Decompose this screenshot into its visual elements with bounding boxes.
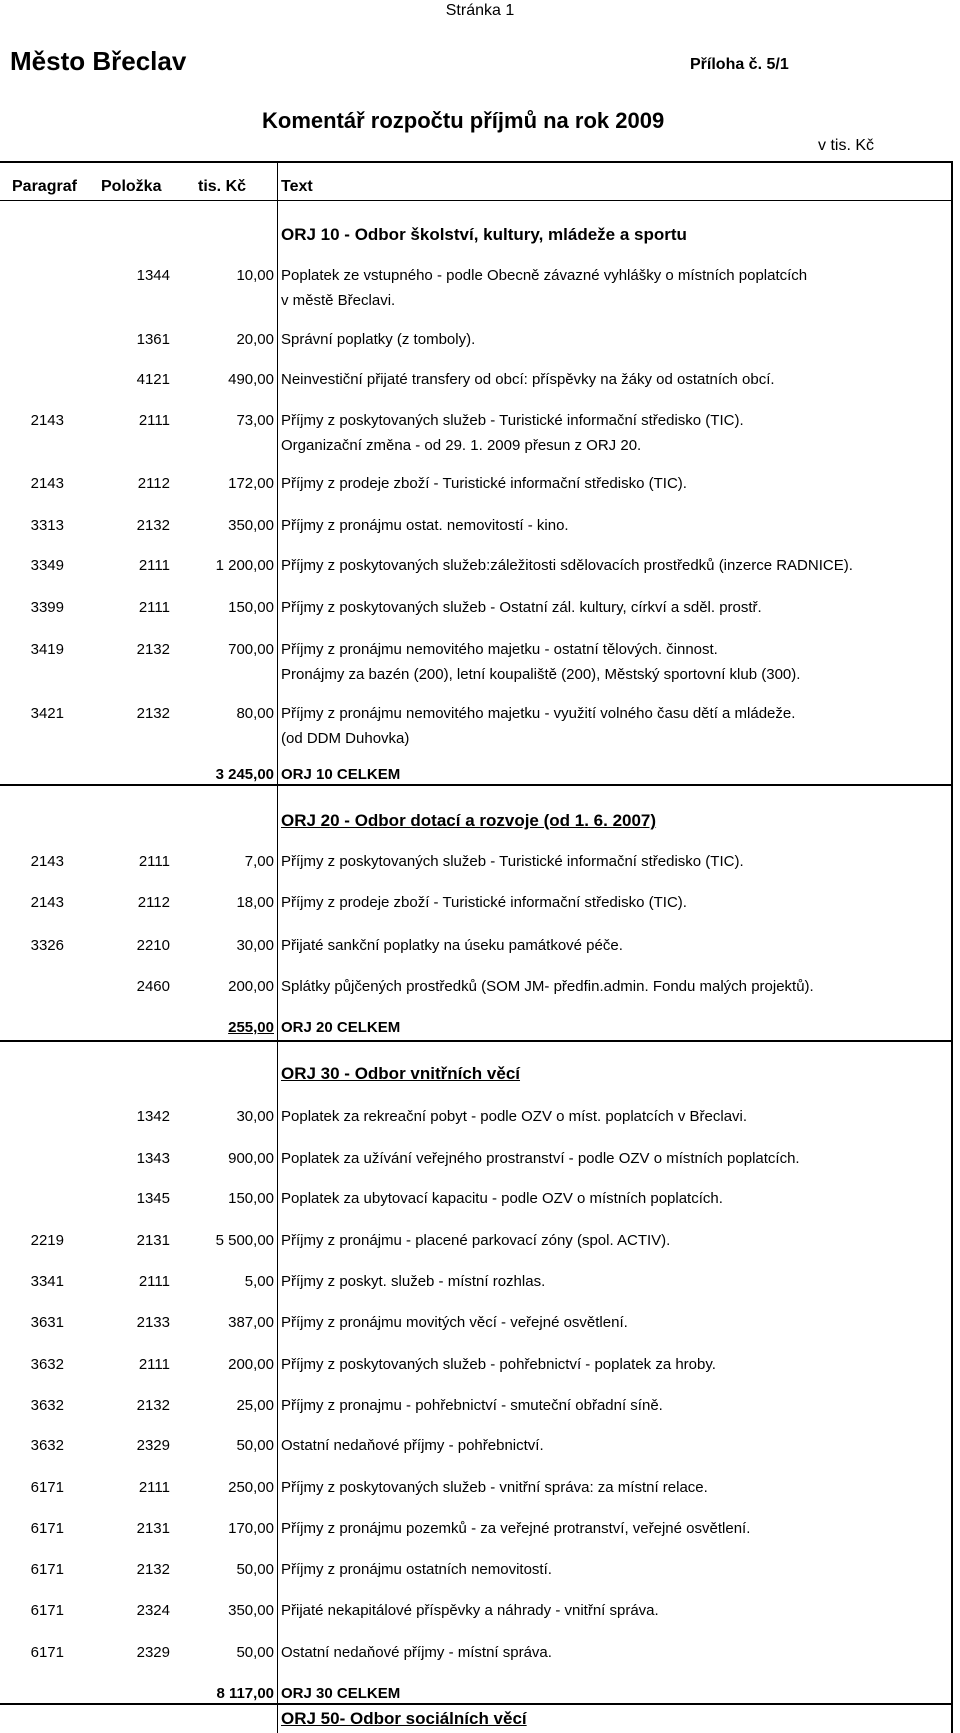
text-cell: Poplatek za ubytovací kapacitu - podle OZV o místních poplatcích. xyxy=(281,1190,723,1207)
polozka-cell: 2132 xyxy=(136,705,170,722)
amount-cell: 73,00 xyxy=(236,412,274,429)
text-cell: Příjmy z pronájmu nemovitého majetku - ostatní tělových. činnost. xyxy=(281,641,718,658)
table-top-border xyxy=(0,161,952,163)
paragraf-cell: 3632 xyxy=(30,1356,64,1373)
text-cell: Poplatek za užívání veřejného prostranství - podle OZV o místních poplatcích. xyxy=(281,1150,800,1167)
table-row xyxy=(0,1273,960,1313)
text-cell: Přijaté sankční poplatky na úseku památkové péče. xyxy=(281,937,623,954)
paragraf-cell: 6171 xyxy=(30,1479,64,1496)
polozka-cell: 2133 xyxy=(136,1314,170,1331)
text-cell: Poplatek ze vstupného - podle Obecně závazné vyhlášky o místních poplatcích xyxy=(281,267,808,284)
column-header-polozka: Položka xyxy=(101,178,162,195)
polozka-cell: 2111 xyxy=(138,1273,170,1290)
amount-cell: 200,00 xyxy=(228,978,274,995)
attachment-label: Příloha č. 5/1 xyxy=(690,56,789,73)
polozka-cell: 2131 xyxy=(136,1232,170,1249)
paragraf-cell: 2143 xyxy=(30,475,64,492)
text-cell: Příjmy z poskytovaných služeb - Turistické informační středisko (TIC). xyxy=(281,853,744,870)
polozka-cell: 1344 xyxy=(136,267,170,284)
text-cell: Přijaté nekapitálové příspěvky a náhrady - vnitřní správa. xyxy=(281,1602,659,1619)
text-cell: Příjmy z pronájmu nemovitého majetku - využití volného času dětí a mládeže. xyxy=(281,705,796,722)
amount-cell: 387,00 xyxy=(228,1314,274,1331)
polozka-cell: 2131 xyxy=(136,1520,170,1537)
paragraf-cell: 2143 xyxy=(30,894,64,911)
paragraf-cell: 2143 xyxy=(30,853,64,870)
polozka-cell: 2111 xyxy=(138,599,170,616)
paragraf-cell: 6171 xyxy=(30,1602,64,1619)
paragraf-cell: 3399 xyxy=(30,599,64,616)
amount-cell: 50,00 xyxy=(236,1561,274,1578)
paragraf-cell: 6171 xyxy=(30,1644,64,1661)
column-header-text: Text xyxy=(281,178,313,195)
paragraf-cell: 3632 xyxy=(30,1397,64,1414)
paragraf-cell: 6171 xyxy=(30,1561,64,1578)
table-row xyxy=(0,371,960,411)
table-row xyxy=(0,937,960,977)
polozka-cell: 2460 xyxy=(136,978,170,995)
section-separator xyxy=(0,1040,952,1042)
text-cell: Příjmy z poskytovaných služeb - vnitřní správa: za místní relace. xyxy=(281,1479,708,1496)
amount-cell: 350,00 xyxy=(228,517,274,534)
text-cell: Příjmy z poskytovaných služeb - pohřebnictví - poplatek za hroby. xyxy=(281,1356,716,1373)
polozka-cell: 2111 xyxy=(138,557,170,574)
paragraf-cell: 6171 xyxy=(30,1520,64,1537)
text-cell: Příjmy z poskyt. služeb - místní rozhlas. xyxy=(281,1273,546,1290)
paragraf-cell: 2143 xyxy=(30,412,64,429)
text-cell: Ostatní nedaňové příjmy - místní správa. xyxy=(281,1644,552,1661)
paragraf-cell: 3349 xyxy=(30,557,64,574)
paragraf-cell: 3341 xyxy=(30,1273,64,1290)
text-cell: Příjmy z poskytovaných služeb - Turistické informační středisko (TIC). xyxy=(281,412,744,429)
amount-cell: 700,00 xyxy=(228,641,274,658)
text-cell-continuation: (od DDM Duhovka) xyxy=(281,730,410,747)
total-amount: 255,00 xyxy=(228,1019,274,1036)
polozka-cell: 1345 xyxy=(136,1190,170,1207)
amount-cell: 30,00 xyxy=(236,1108,274,1125)
table-row xyxy=(0,1479,960,1519)
text-cell: Příjmy z pronájmu pozemků - za veřejné protranství, veřejné osvětlení. xyxy=(281,1520,751,1537)
amount-cell: 172,00 xyxy=(228,475,274,492)
page-number: Stránka 1 xyxy=(445,2,515,19)
text-cell: Příjmy z prodeje zboží - Turistické informační středisko (TIC). xyxy=(281,894,687,911)
text-cell: Příjmy z pronájmu ostatních nemovitostí. xyxy=(281,1561,552,1578)
table-row xyxy=(0,517,960,557)
table-row xyxy=(0,1437,960,1477)
paragraf-cell: 3421 xyxy=(30,705,64,722)
table-row xyxy=(0,1356,960,1396)
text-cell: Příjmy z poskytovaných služeb:záležitosti sdělovacích prostředků (inzerce RADNICE). xyxy=(281,557,853,574)
text-cell: Poplatek za rekreační pobyt - podle OZV o míst. poplatcích v Břeclavi. xyxy=(281,1108,748,1125)
polozka-cell: 2132 xyxy=(136,1397,170,1414)
table-row xyxy=(0,1150,960,1190)
text-cell: Splátky půjčených prostředků (SOM JM- předfin.admin. Fondu malých projektů). xyxy=(281,978,814,995)
polozka-cell: 2111 xyxy=(138,1356,170,1373)
table-row xyxy=(0,475,960,515)
text-cell: Příjmy z prodeje zboží - Turistické informační středisko (TIC). xyxy=(281,475,687,492)
text-cell: Správní poplatky (z tomboly). xyxy=(281,331,476,348)
amount-cell: 50,00 xyxy=(236,1644,274,1661)
polozka-cell: 2210 xyxy=(136,937,170,954)
city-name: Město Břeclav xyxy=(10,46,187,76)
table-row xyxy=(0,978,960,1018)
text-cell: Příjmy z pronájmu ostat. nemovitostí - kino. xyxy=(281,517,569,534)
polozka-cell: 2132 xyxy=(136,517,170,534)
amount-cell: 30,00 xyxy=(236,937,274,954)
text-cell: Příjmy z pronájmu movitých věcí - veřejné osvětlení. xyxy=(281,1314,628,1331)
table-row xyxy=(0,331,960,371)
table-row xyxy=(0,1561,960,1601)
amount-cell: 80,00 xyxy=(236,705,274,722)
polozka-cell: 2132 xyxy=(136,1561,170,1578)
column-header-amount: tis. Kč xyxy=(198,178,247,195)
table-row xyxy=(0,853,960,893)
polozka-cell: 2329 xyxy=(136,1437,170,1454)
total-label: ORJ 20 CELKEM xyxy=(281,1019,401,1036)
text-cell-continuation: Organizační změna - od 29. 1. 2009 přesun z ORJ 20. xyxy=(281,437,642,454)
amount-cell: 170,00 xyxy=(228,1520,274,1537)
paragraf-cell: 3419 xyxy=(30,641,64,658)
polozka-cell: 2111 xyxy=(138,412,170,429)
column-header-paragraf: Paragraf xyxy=(12,178,77,195)
polozka-cell: 1361 xyxy=(136,331,170,348)
total-label: ORJ 10 CELKEM xyxy=(281,766,401,783)
table-row xyxy=(0,1644,960,1684)
table-row xyxy=(0,1190,960,1230)
section-separator xyxy=(0,784,952,786)
table-row xyxy=(0,557,960,597)
paragraf-cell: 3632 xyxy=(30,1437,64,1454)
table-row xyxy=(0,1232,960,1272)
polozka-cell: 2329 xyxy=(136,1644,170,1661)
header-bottom-border xyxy=(0,200,952,201)
paragraf-cell: 3326 xyxy=(30,937,64,954)
amount-cell: 18,00 xyxy=(236,894,274,911)
total-amount: 8 117,00 xyxy=(216,1685,274,1702)
amount-cell: 490,00 xyxy=(228,371,274,388)
text-cell: Příjmy z pronajmu - pohřebnictví - smuteční obřadní síně. xyxy=(281,1397,663,1414)
amount-cell: 5,00 xyxy=(244,1273,274,1290)
table-row xyxy=(0,1520,960,1560)
amount-cell: 5 500,00 xyxy=(215,1232,274,1249)
paragraf-cell: 2219 xyxy=(30,1232,64,1249)
amount-cell: 200,00 xyxy=(228,1356,274,1373)
polozka-cell: 2132 xyxy=(136,641,170,658)
polozka-cell: 2111 xyxy=(138,853,170,870)
total-label: ORJ 30 CELKEM xyxy=(281,1685,401,1702)
table-row xyxy=(0,705,960,745)
table-row xyxy=(0,267,960,307)
unit-label: v tis. Kč xyxy=(818,137,875,154)
amount-cell: 25,00 xyxy=(236,1397,274,1414)
amount-cell: 10,00 xyxy=(236,267,274,284)
table-row xyxy=(0,1602,960,1642)
amount-cell: 50,00 xyxy=(236,1437,274,1454)
polozka-cell: 2111 xyxy=(138,1479,170,1496)
amount-cell: 1 200,00 xyxy=(215,557,274,574)
section-title-orj10: ORJ 10 - Odbor školství, kultury, mládeže a sportu xyxy=(281,225,687,244)
polozka-cell: 1343 xyxy=(136,1150,170,1167)
total-amount: 3 245,00 xyxy=(215,766,274,783)
amount-cell: 350,00 xyxy=(228,1602,274,1619)
paragraf-cell: 3313 xyxy=(30,517,64,534)
polozka-cell: 2324 xyxy=(136,1602,170,1619)
table-row xyxy=(0,641,960,681)
text-cell: Příjmy z pronájmu - placené parkovací zóny (spol. ACTIV). xyxy=(281,1232,671,1249)
section-separator xyxy=(0,1703,952,1705)
table-row xyxy=(0,1314,960,1354)
amount-cell: 7,00 xyxy=(244,853,274,870)
table-row xyxy=(0,1397,960,1437)
amount-cell: 150,00 xyxy=(228,599,274,616)
table-row xyxy=(0,894,960,934)
text-cell: Ostatní nedaňové příjmy - pohřebnictví. xyxy=(281,1437,544,1454)
section-title-orj30: ORJ 30 - Odbor vnitřních věcí xyxy=(281,1064,521,1083)
text-cell-continuation: Pronájmy za bazén (200), letní koupaliště (200), Městský sportovní klub (300). xyxy=(281,666,801,683)
paragraf-cell: 3631 xyxy=(30,1314,64,1331)
polozka-cell: 2112 xyxy=(137,475,170,492)
polozka-cell: 2112 xyxy=(137,894,170,911)
amount-cell: 250,00 xyxy=(228,1479,274,1496)
amount-cell: 900,00 xyxy=(228,1150,274,1167)
document-title: Komentář rozpočtu příjmů na rok 2009 xyxy=(262,108,665,133)
section-title-orj50: ORJ 50- Odbor sociálních věcí xyxy=(281,1709,527,1728)
table-row xyxy=(0,1108,960,1148)
polozka-cell: 4121 xyxy=(136,371,170,388)
section-title-orj20: ORJ 20 - Odbor dotací a rozvoje (od 1. 6. 2007) xyxy=(281,811,657,830)
text-cell: Příjmy z poskytovaných služeb - Ostatní zál. kultury, církví a sděl. prostř. xyxy=(281,599,762,616)
amount-cell: 150,00 xyxy=(228,1190,274,1207)
polozka-cell: 1342 xyxy=(136,1108,170,1125)
text-cell-continuation: v městě Břeclavi. xyxy=(281,292,396,309)
table-row xyxy=(0,599,960,639)
text-cell: Neinvestiční přijaté transfery od obcí: příspěvky na žáky od ostatních obcí. xyxy=(281,371,775,388)
table-row xyxy=(0,412,960,452)
amount-cell: 20,00 xyxy=(236,331,274,348)
